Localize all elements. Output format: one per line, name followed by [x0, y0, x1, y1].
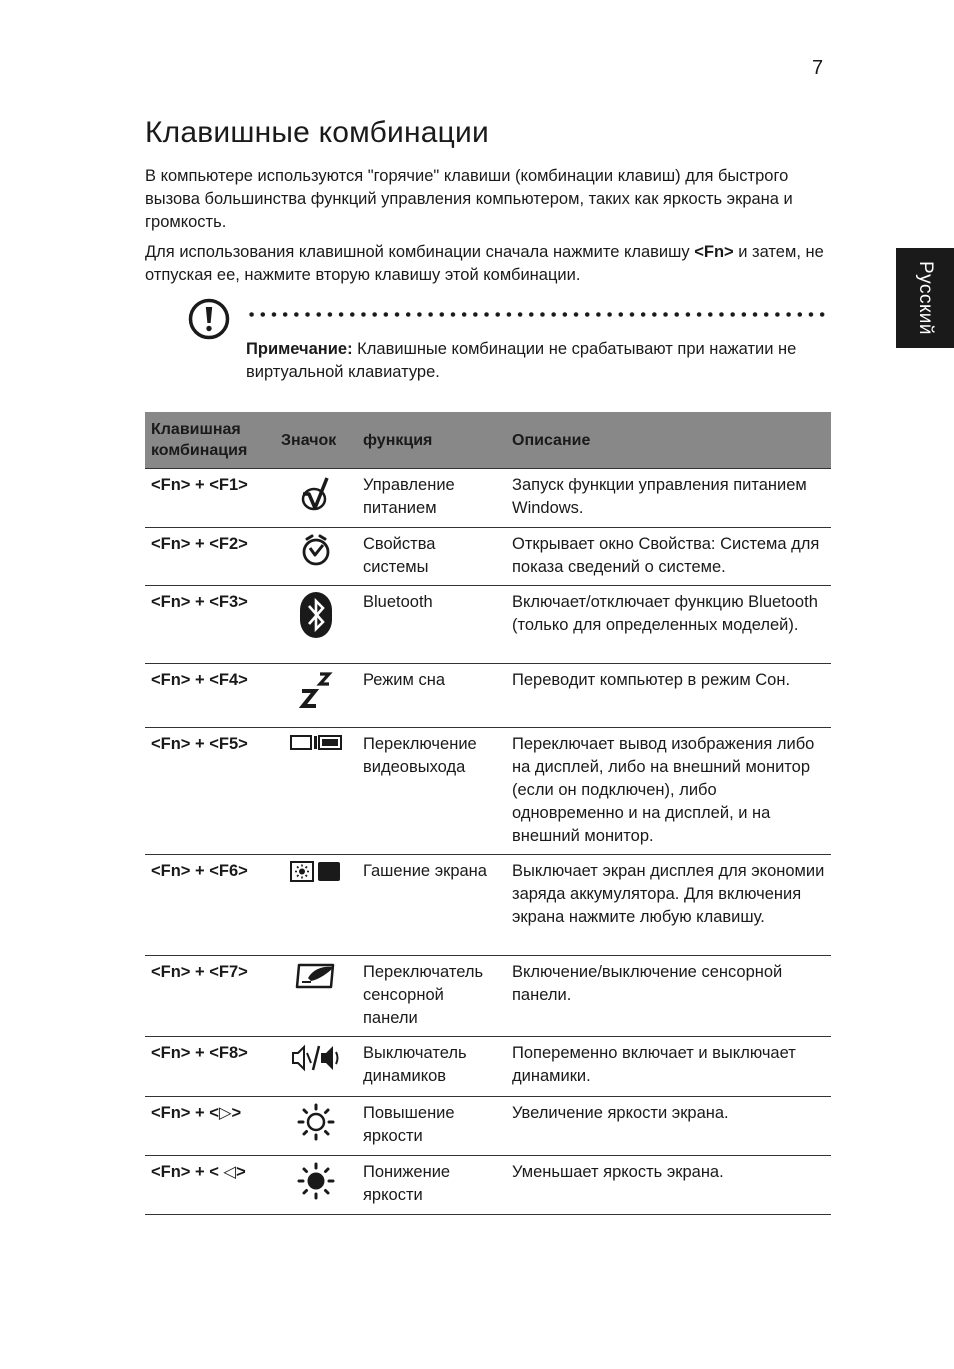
power-management-icon: [299, 474, 333, 514]
intro-paragraph: В компьютере используются "горячие" клавиши (комбинации клавиш) для быстрого вызова большинства функций управления компьютером, таких как яркость экрана и громкость.: [145, 167, 793, 231]
icon-cell: [275, 586, 357, 664]
table-header-row: [145, 412, 831, 469]
function-cell: Переключение видеовыхода: [357, 728, 506, 855]
brightness-up-icon: [296, 1102, 336, 1142]
sleep-icon: [299, 669, 333, 711]
description-cell: Увеличение яркости экрана.: [506, 1097, 831, 1156]
screen-blank-icon: [289, 860, 343, 884]
icon-cell: [275, 469, 357, 528]
key-combination: <Fn> + <F2>: [145, 528, 275, 586]
system-properties-icon: [301, 533, 331, 567]
header-icon: Значок: [275, 412, 357, 469]
language-tab-label: Русский: [915, 261, 936, 335]
instruction-key: <Fn>: [694, 243, 734, 261]
function-cell: Выключатель динамиков: [357, 1037, 506, 1097]
header-description: Описание: [506, 412, 831, 469]
touchpad-toggle-icon: [294, 961, 338, 991]
instruction-paragraph: [145, 241, 825, 287]
table-row: [145, 728, 831, 855]
description-cell: Уменьшает яркость экрана.: [506, 1156, 831, 1215]
function-cell: Понижение яркости: [357, 1156, 506, 1215]
brightness-down-icon: [296, 1161, 336, 1201]
speaker-toggle-icon: [291, 1042, 341, 1074]
icon-cell: [275, 956, 357, 1037]
icon-cell: [275, 1097, 357, 1156]
function-cell: Гашение экрана: [357, 855, 506, 956]
key-combination: <Fn> + <F1>: [145, 469, 275, 528]
function-cell: Режим сна: [357, 664, 506, 728]
function-cell: Свойства системы: [357, 528, 506, 586]
key-combination: <Fn> + <▷>: [145, 1097, 275, 1156]
description-cell: Включение/выключение сенсорной панели.: [506, 956, 831, 1037]
icon-cell: [275, 1156, 357, 1215]
page-number: 7: [812, 57, 824, 79]
instruction-before: Для использования клавишной комбинации сначала нажмите клавишу: [145, 243, 695, 261]
key-combination: <Fn> + <F4>: [145, 664, 275, 728]
description-cell: Переключает вывод изображения либо на дисплей, либо на внешний монитор (если он подключен), либо одновременно и на дисплей, и на внешний монитор.: [506, 728, 831, 855]
description-cell: Попеременно включает и выключает динамики.: [506, 1037, 831, 1097]
exclamation-circle-icon: [188, 298, 230, 340]
table-row: [145, 586, 831, 664]
table-row: [145, 1097, 831, 1156]
note-divider: [246, 312, 830, 317]
display-toggle-icon: [289, 733, 343, 753]
note-label: Примечание:: [246, 340, 353, 358]
function-cell: Bluetooth: [357, 586, 506, 664]
description-cell: Включает/отключает функцию Bluetooth (только для определенных моделей).: [506, 586, 831, 664]
table-row: [145, 1156, 831, 1215]
page-title: Клавишные комбинации: [145, 116, 489, 149]
icon-cell: [275, 528, 357, 586]
function-cell: Повышение яркости: [357, 1097, 506, 1156]
function-cell: Переключатель сенсорной панели: [357, 956, 506, 1037]
table-row: [145, 664, 831, 728]
header-key-combination: Клавишная комбинация: [145, 412, 275, 469]
icon-cell: [275, 728, 357, 855]
note-body: Клавишные комбинации не срабатывают при нажатии не виртуальной клавиатуре.: [246, 340, 797, 381]
description-cell: Открывает окно Свойства: Система для показа сведений о системе.: [506, 528, 831, 586]
key-combination: <Fn> + <F8>: [145, 1037, 275, 1097]
icon-cell: [275, 855, 357, 956]
instruction-after: и затем, не отпуская ее, нажмите вторую клавишу этой комбинации.: [145, 243, 824, 284]
icon-cell: [275, 1037, 357, 1097]
header-function: функция: [357, 412, 506, 469]
key-combination: <Fn> + <F5>: [145, 728, 275, 855]
key-combination: <Fn> + < ◁>: [145, 1156, 275, 1215]
key-combination: <Fn> + <F3>: [145, 586, 275, 664]
description-cell: Выключает экран дисплея для экономии заряда аккумулятора. Для включения экрана нажмите любую клавишу.: [506, 855, 831, 956]
hotkey-table: [145, 412, 831, 1215]
function-cell: Управление питанием: [357, 469, 506, 528]
table-row: [145, 956, 831, 1037]
table-row: [145, 528, 831, 586]
key-combination: <Fn> + <F7>: [145, 956, 275, 1037]
bluetooth-icon: [299, 591, 333, 639]
key-combination: <Fn> + <F6>: [145, 855, 275, 956]
language-tab: [896, 248, 954, 348]
table-row: [145, 855, 831, 956]
table-row: [145, 1037, 831, 1097]
table-row: [145, 469, 831, 528]
description-cell: Запуск функции управления питанием Windows.: [506, 469, 831, 528]
icon-cell: [275, 664, 357, 728]
description-cell: Переводит компьютер в режим Сон.: [506, 664, 831, 728]
note-text: [246, 338, 806, 384]
